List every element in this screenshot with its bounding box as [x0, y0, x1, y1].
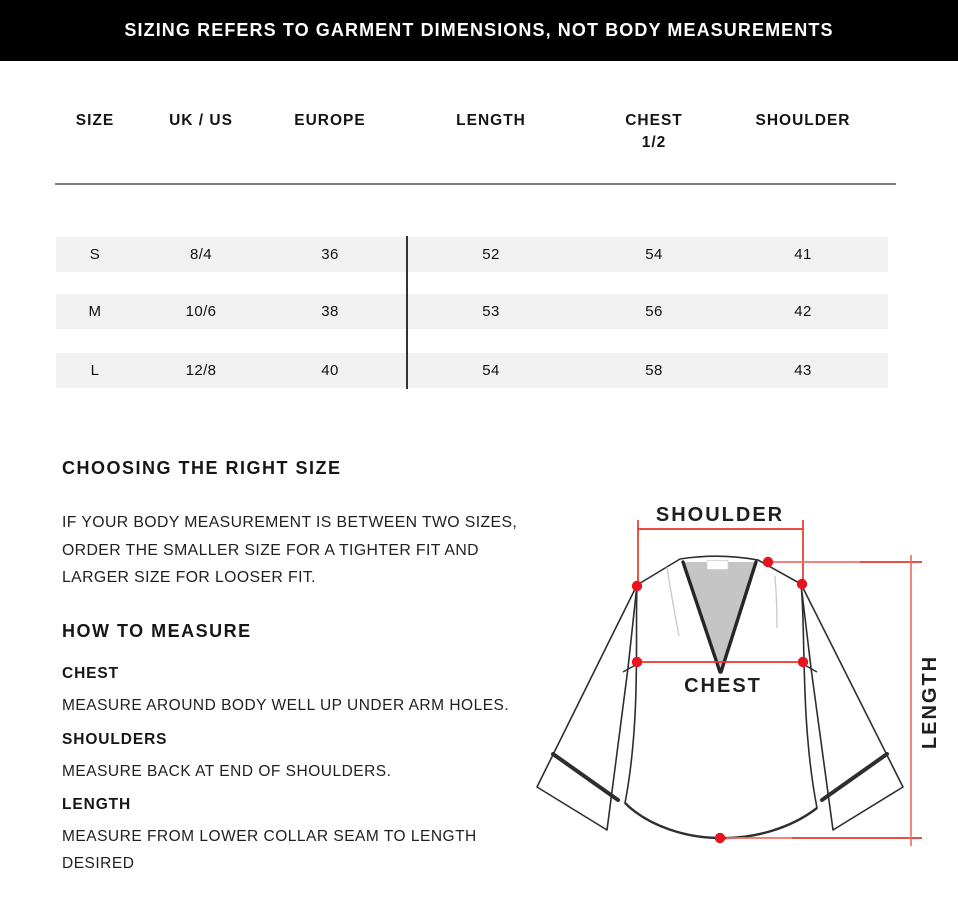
cell-length: 54 [482, 362, 500, 379]
how-to-measure-title: HOW TO MEASURE [62, 621, 252, 641]
chest-right-dot [798, 657, 808, 667]
shoulder-dimension-label: SHOULDER [655, 504, 785, 526]
table-vertical-divider [406, 236, 408, 389]
measure-item-description: MEASURE AROUND BODY WELL UP UNDER ARM HOLES. [62, 697, 510, 714]
cell-size: M [88, 303, 102, 320]
sizing-disclaimer-banner [0, 0, 958, 61]
banner-text: SIZING REFERS TO GARMENT DIMENSIONS, NOT BODY MEASUREMENTS [124, 20, 834, 40]
cell-size: L [90, 362, 100, 379]
table-row-size-s [56, 237, 888, 272]
cell-length: 52 [482, 246, 500, 263]
header-divider-rule [55, 183, 896, 185]
chest-dimension-label: CHEST [684, 675, 762, 697]
cell-chest: 58 [645, 362, 663, 379]
right-shoulder-dot [797, 579, 807, 589]
cell-uk-us: 10/6 [185, 303, 217, 320]
collar-corner-dot [763, 557, 773, 567]
table-row-size-m [56, 294, 888, 329]
measure-item-chest [62, 665, 532, 719]
choosing-size-paragraph [62, 509, 517, 592]
column-header-europe: EUROPE [294, 112, 366, 129]
choosing-size-title: CHOOSING THE RIGHT SIZE [62, 458, 342, 478]
cell-europe: 40 [321, 362, 339, 379]
measure-item-description: MEASURE BACK AT END OF SHOULDERS. [62, 763, 392, 780]
measure-item-label: CHEST [62, 665, 120, 682]
cell-chest: 54 [645, 246, 663, 263]
column-header-chest-line1: CHEST [625, 112, 683, 129]
cell-europe: 38 [321, 303, 339, 320]
column-header-chest [590, 110, 718, 154]
measure-item-label: LENGTH [62, 796, 132, 813]
measure-item-shoulders [62, 731, 532, 785]
cell-chest: 56 [645, 303, 663, 320]
column-header-size: SIZE [75, 112, 115, 129]
measure-item-description: MEASURE FROM LOWER COLLAR SEAM TO LENGTH DESIRED [62, 828, 477, 872]
paragraph-line: ORDER THE SMALLER SIZE FOR A TIGHTER FIT AND [62, 541, 479, 559]
cell-length: 53 [482, 303, 500, 320]
chest-left-dot [632, 657, 642, 667]
cell-uk-us: 12/8 [185, 362, 217, 379]
cell-size: S [89, 246, 101, 263]
cell-uk-us: 8/4 [189, 246, 213, 263]
measure-item-label: SHOULDERS [62, 731, 168, 748]
cell-europe: 36 [321, 246, 339, 263]
length-dimension-label: LENGTH [919, 654, 941, 750]
cell-shoulder: 42 [794, 303, 812, 320]
hem-center-dot [715, 833, 725, 843]
column-header-length: LENGTH [456, 112, 526, 129]
neck-label-tag [707, 561, 728, 570]
right-sleeve-outline [801, 584, 903, 830]
table-row-size-l [56, 353, 888, 388]
column-header-uk-us: UK / US [169, 112, 233, 129]
paragraph-line: IF YOUR BODY MEASUREMENT IS BETWEEN TWO SIZES, [62, 514, 518, 531]
size-table-header-row [56, 110, 888, 154]
garment-measurement-diagram [530, 490, 958, 900]
measure-item-length [62, 796, 532, 877]
cell-shoulder: 41 [794, 246, 812, 263]
column-header-shoulder: SHOULDER [755, 112, 851, 129]
cell-shoulder: 43 [794, 362, 812, 379]
paragraph-line: LARGER SIZE FOR LOOSER FIT. [62, 569, 316, 586]
left-sleeve-outline [537, 585, 637, 830]
column-header-chest-line2: 1/2 [641, 134, 667, 151]
left-shoulder-dot [632, 581, 642, 591]
